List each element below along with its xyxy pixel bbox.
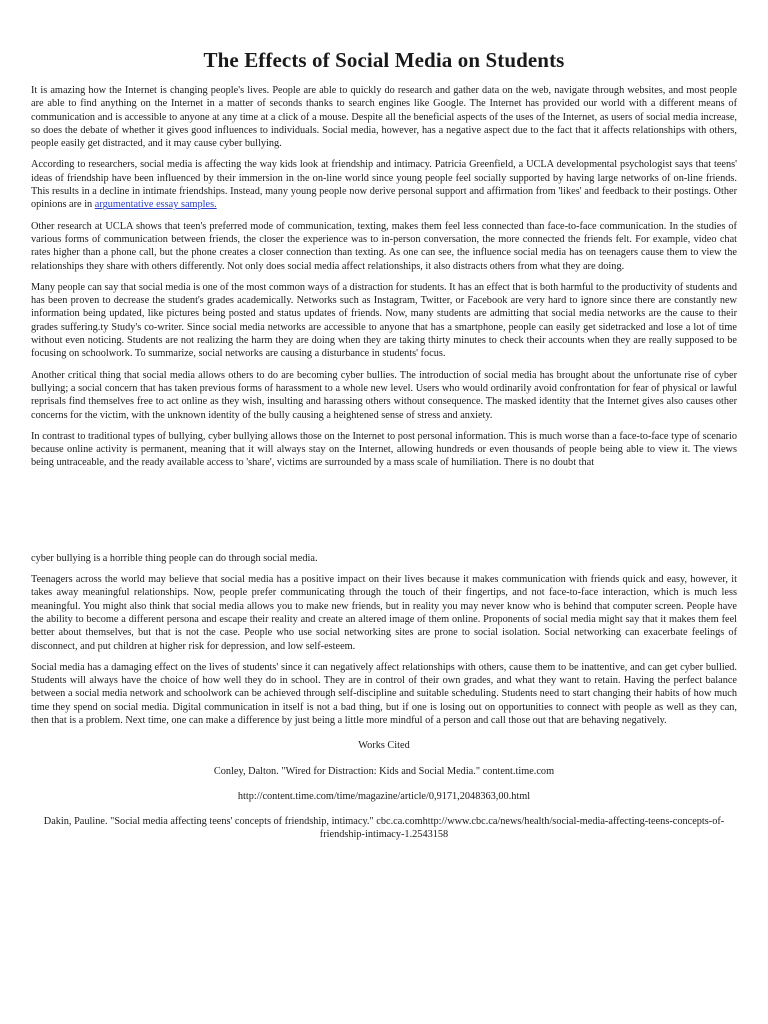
paragraph-cyberbullying-contrast: In contrast to traditional types of bullying, cyber bullying allows those on the Internet to post personal information. This is much worse than a face-to-face type of scenario because online activity is permanent, meaning that it will always stay on the Internet, allowing hundreds or even thousands of people being able to view it. The views being untraceable, and the ready available access to 'share', victims are surrounded by a mass scale of humiliation. There is no doubt that bbox=[31, 430, 737, 469]
works-cited-heading: Works Cited bbox=[358, 740, 410, 752]
page-title: The Effects of Social Media on Students bbox=[203, 48, 565, 72]
citation-conley: Conley, Dalton. "Wired for Distraction: Kids and Social Media." content.time.com bbox=[213, 765, 555, 777]
paragraph-cyberbullies: Another critical thing that social media allows others to do are becoming cyber bullies. The introduction of social media has brought about the unfortunate rise of cyber bullying; a social concern that has taken previous forms of harassment to a whole new level. Users who would ordinarily avoid confrontation for fear of physical or lawful reprisals find themselves free to act online as they wish, insulting and harassing others without consequence. The masked identity that the Internet gives also causes other concerns for the victim, with the unknown identity of the bully causing a heightened sense of stress and anxiety. bbox=[31, 369, 737, 421]
blank-gap bbox=[31, 470, 737, 552]
paragraph-distraction: Many people can say that social media is one of the most common ways of a distraction for students. It has an effect that is both harmful to the productivity of students and has been proven to decrease the student's grades academically. Networks such as Instagram, Twitter, or Facebook are very hard to ignore since there are constantly new information being updated, like pictures being posted and status updates of friends. Now, many students are admitting that social media networks are the cause to their grades suffering.ty Study's co-writer. Since social media networks are accessible to anyone that has a smartphone, people can easily get sidetracked and lose a lot of time without even noticing. Students are not realizing the harm they are doing when they are taking thirty minutes to check their accounts when they are really supposed to be focusing on schoolwork. To summarize, social networks are causing a disturbance in students' focus. bbox=[31, 281, 737, 360]
paragraph-cyberbullying-continued: cyber bullying is a horrible thing people can do through social media. bbox=[31, 552, 318, 564]
argumentative-essay-samples-link[interactable]: argumentative essay samples. bbox=[94, 199, 217, 211]
paragraph-texting: Other research at UCLA shows that teen's preferred mode of communication, texting, makes them feel less connected than face-to-face communication. In the studies of various forms of communication between friends, the closer the experience was to in-person conversation, the more connected the friends felt. For example, video chat rates higher than a phone call, but the phone creates a closer connection than texting. As one can see, the influence social media has on teenagers cause them to view the relationships they share with others differently. Not only does social media affect relationships, it also distracts others from what they are doing. bbox=[31, 220, 737, 272]
paragraph-friendship bbox=[31, 158, 737, 211]
citation-conley-url: http://content.time.com/time/magazine/article/0,9171,2048363,00.html bbox=[237, 790, 531, 802]
works-cited-section bbox=[31, 739, 737, 841]
paragraph-intro: It is amazing how the Internet is changing people's lives. People are able to quickly do research and gather data on the web, navigate through websites, and most people are able to find anything on the Internet in a matter of seconds thanks to search engines like Google. The Internet has provided our world with a different means of communication and is accessible to anyone at any time at a click of a mouse. Despite all the beneficial aspects of the uses of the Internet, as users of social media increase, so does the debate of whether it gives good influences to individuals. Social media, however, has a negative aspect due to the fact that it affects relationships with others, people easily get distracted, and it may cause cyber bullying. bbox=[31, 85, 737, 150]
citation-dakin: Dakin, Pauline. "Social media affecting teens' concepts of friendship, intimacy." cbc.ca.comhttp://www.cbc.ca/news/health/social-media-affecting-teens-concepts-of-friendship-intimacy-1.2543158 bbox=[43, 816, 725, 841]
paragraph-teenagers: Teenagers across the world may believe that social media has a positive impact on their lives because it makes communication with friends quick and easy, however, it takes away meaningful relationships. Now, people prefer communicating through the touch of their fingertips, and not face-to-face interaction, which is much less meaningful. You might also think that social media allows you to make new friends, but in reality you may never know who is behind that computer screen. People have the ability to become a different persona and escape their reality and create an altered image of them online. Proponents of social media might say that it makes them feel better about themselves, but that is not the case. People who use social networking sites are prone to social isolation. Social networking can exacerbate feelings of disconnect, and put children at higher risk for depression, and low self-esteem. bbox=[31, 574, 737, 652]
paragraph-friendship-text: According to researchers, social media is affecting the way kids look at friendship and intimacy. Patricia Greenfield, a UCLA developmental psychologist says that teens' ideas of friendship have been influenced by their immersion in the on-line world since young people feel socially supported by having large networks of on-line friends. This results in a decline in intimate friendships. Instead, many young people now derive personal support and affirmation from 'likes' and feedback to their postings. Other opinions are in bbox=[31, 159, 737, 211]
paragraph-conclusion: Social media has a damaging effect on the lives of students' since it can negatively affect relationships with others, cause them to be inattentive, and can get cyber bullied. Students will always have the choice of how well they do in school. They are in control of their own grades, and what they want to retain. Having the perfect balance between a social media network and schoolwork can be achieved through self-discipline and suitable scheduling. Students need to start changing their habits of how much time they spend on social media. Digital communication in itself is not a bad thing, but if one is losing out on opportunities to connect with people as well as they can, then that is a problem. Next time, one can make a difference by just being a little more mindful of a person and call those out that are behaving negatively. bbox=[31, 661, 737, 726]
